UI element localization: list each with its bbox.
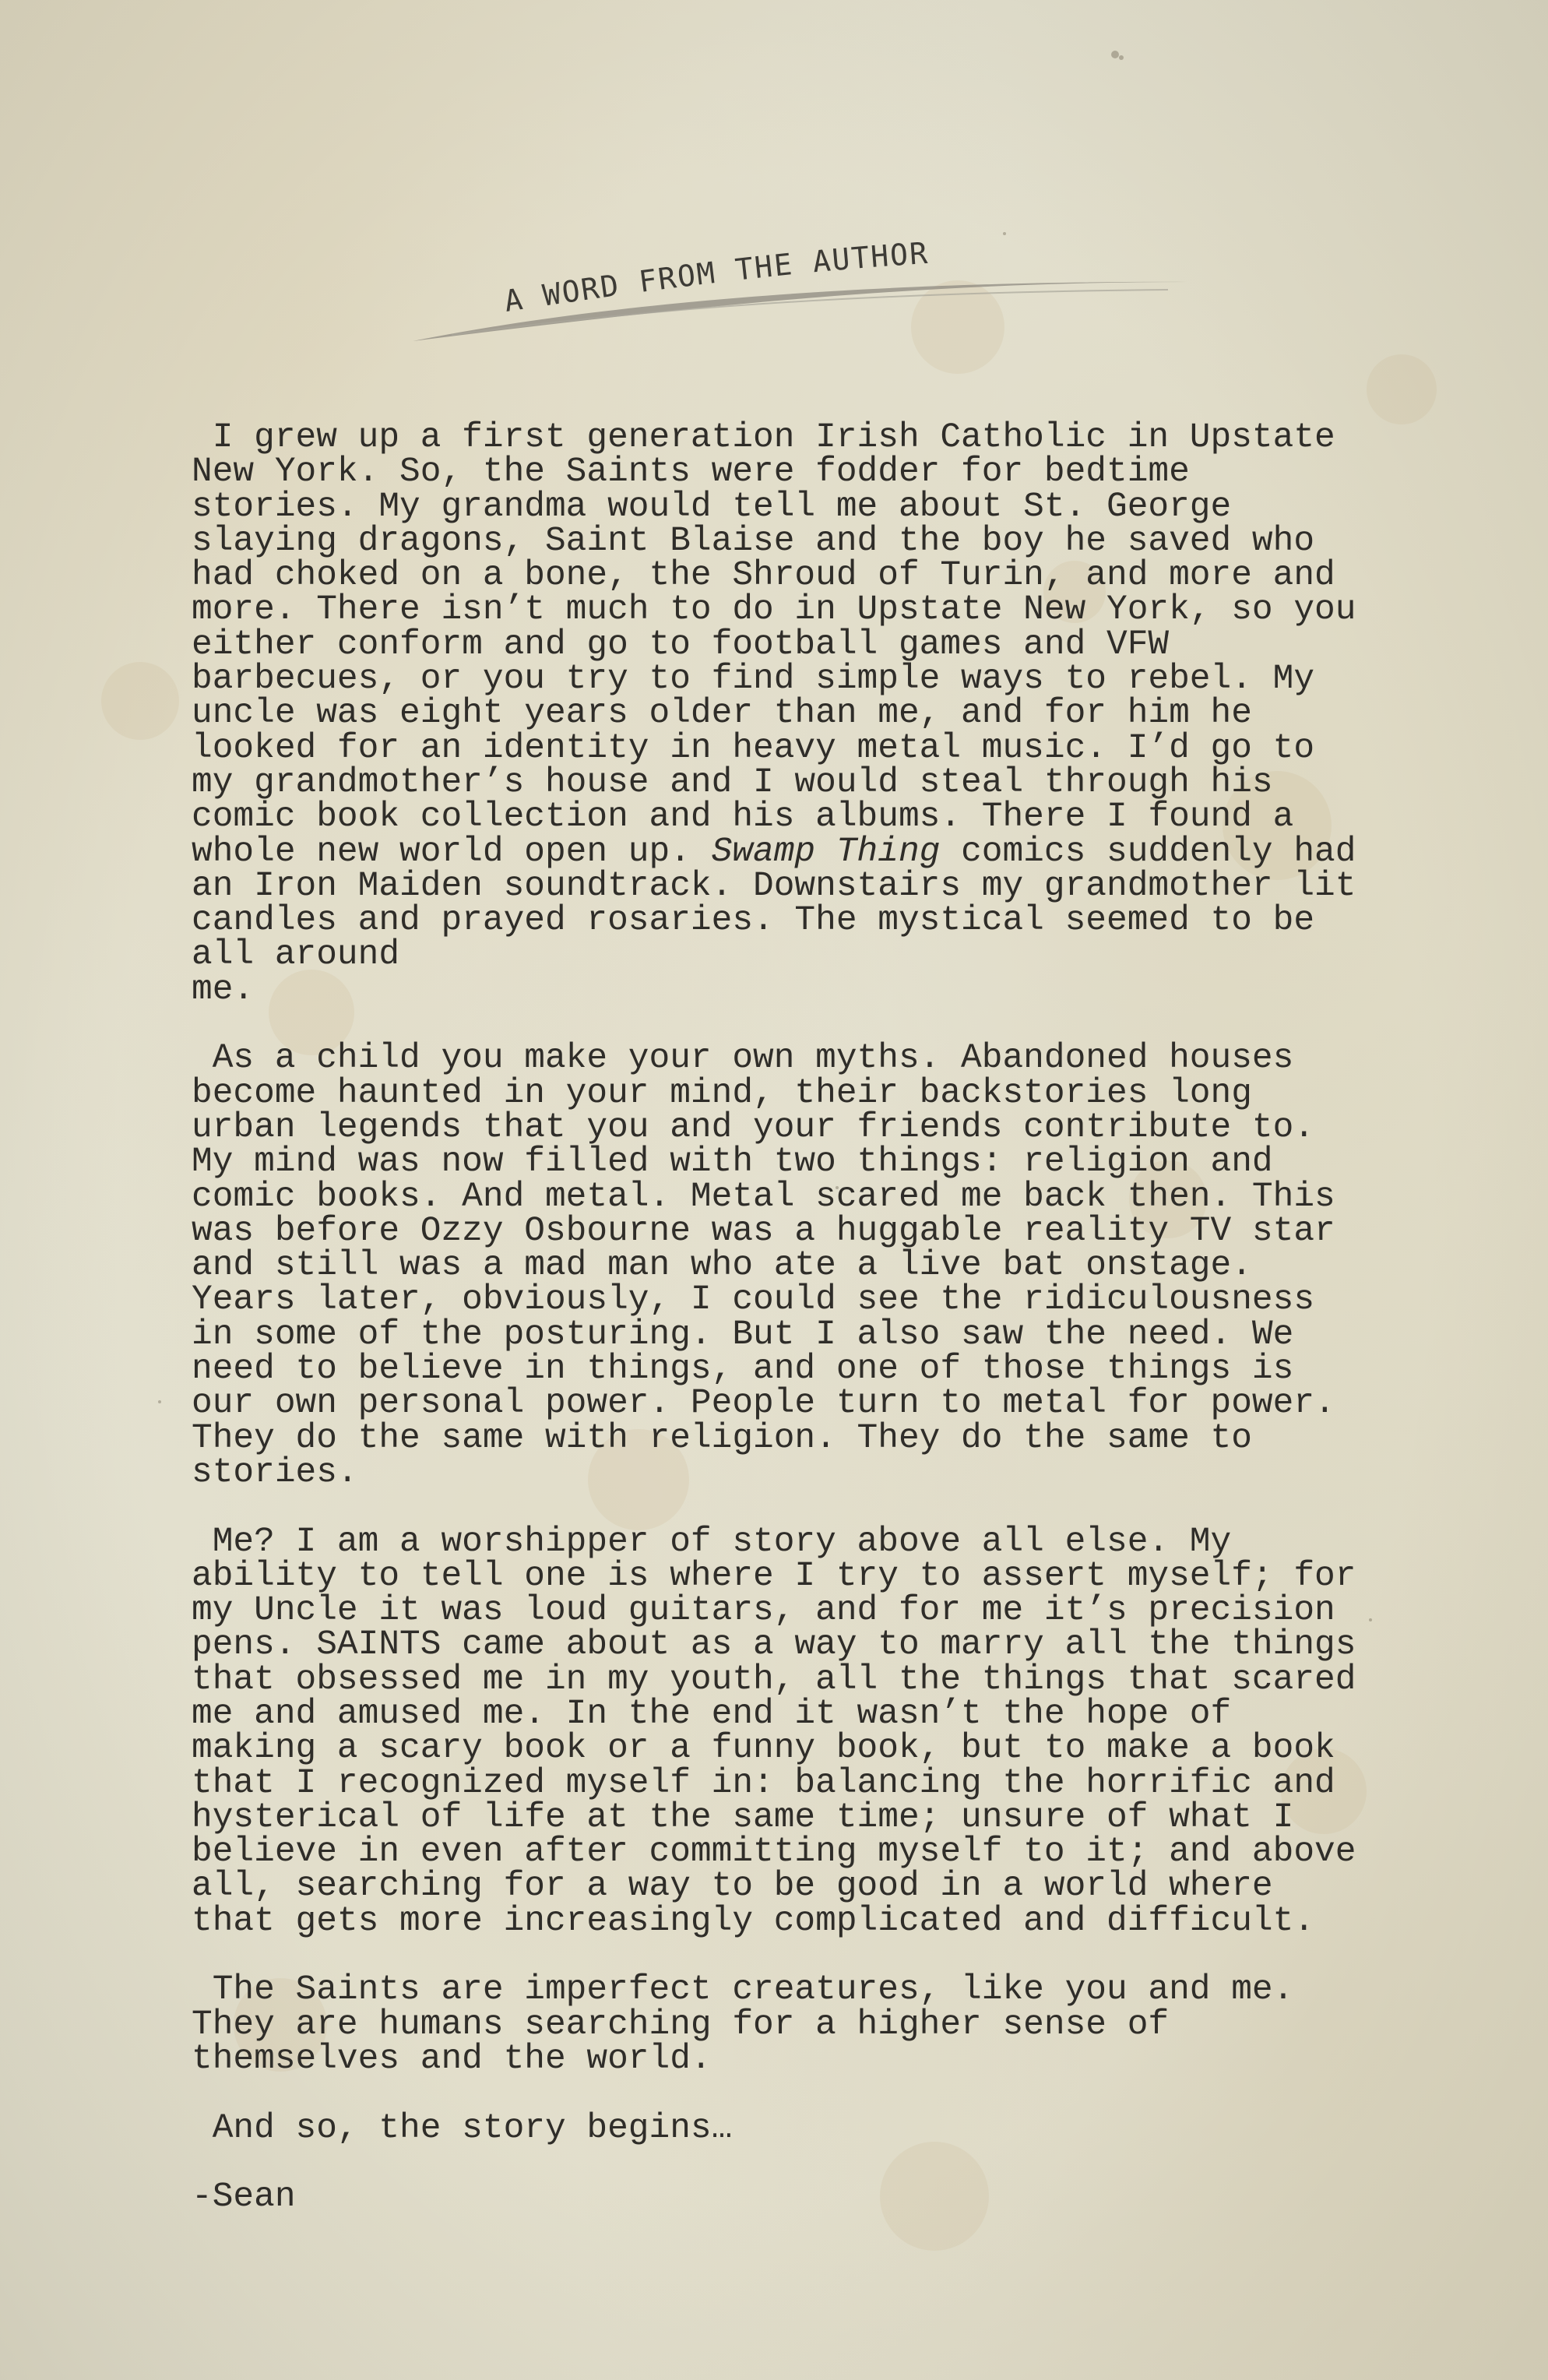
text-line: and still was a mad man who ate a live bat onstage. — [192, 1246, 1252, 1286]
text-line: urban legends that you and your friends contribute to. — [192, 1107, 1315, 1147]
text-line: an Iron Maiden soundtrack. Downstairs my grandmother lit — [192, 866, 1356, 906]
text-line: making a scary book or a funny book, but to make a book — [192, 1729, 1335, 1769]
text-line — [192, 832, 1406, 871]
text-line: My mind was now filled with two things: religion and — [192, 1142, 1273, 1182]
letter-paragraph — [192, 418, 1406, 1009]
text-segment: comics suddenly had — [940, 832, 1356, 871]
text-line: The Saints are imperfect creatures, like you and me. — [192, 1970, 1294, 2010]
text-line: become haunted in your mind, their backstories long — [192, 1073, 1252, 1113]
text-line: that obsessed me in my youth, all the things that scared — [192, 1660, 1356, 1699]
text-line: As a child you make your own myths. Abandoned houses — [192, 1039, 1294, 1079]
letter-paragraph — [192, 1522, 1406, 1941]
text-line: either conform and go to football games and VFW — [192, 625, 1170, 664]
letter-paragraph — [192, 2108, 1406, 2148]
text-line: more. There isn’t much to do in Upstate New York, so you — [192, 590, 1356, 630]
text-line: had choked on a bone, the Shroud of Turin, and more and — [192, 556, 1335, 596]
text-line: looked for an identity in heavy metal music. I’d go to — [192, 728, 1315, 768]
letter-paragraph — [192, 1970, 1406, 2079]
letter-paragraph — [192, 1041, 1406, 1490]
text-line: New York. So, the Saints were fodder for bedtime — [192, 452, 1190, 492]
text-line: our own personal power. People turn to metal for power. — [192, 1384, 1335, 1424]
text-line: They are humans searching for a higher sense of — [192, 2005, 1170, 2044]
text-line: stories. — [192, 1452, 358, 1492]
text-line: hysterical of life at the same time; unsure of what I — [192, 1797, 1294, 1837]
text-line: believe in even after committing myself to it; and above — [192, 1833, 1356, 1872]
text-segment: whole new world open up. — [192, 832, 712, 871]
text-line: was before Ozzy Osbourne was a huggable reality TV star — [192, 1211, 1335, 1251]
text-line: They do the same with religion. They do the same to — [192, 1418, 1252, 1458]
text-line: pens. SAINTS came about as a way to marry all the things — [192, 1625, 1356, 1665]
text-line: ability to tell one is where I try to assert myself; for — [192, 1556, 1356, 1596]
text-line: Years later, obviously, I could see the ridiculousness — [192, 1280, 1315, 1320]
book-title-italic: Swamp Thing — [711, 832, 941, 871]
text-line: themselves and the world. — [192, 2039, 712, 2079]
text-line: stories. My grandma would tell me about St. George — [192, 487, 1232, 526]
text-line: barbecues, or you try to find simple ways to rebel. My — [192, 660, 1315, 699]
text-line: me. — [192, 970, 255, 1009]
text-line: comic book collection and his albums. There I found a — [192, 797, 1294, 837]
text-line: uncle was eight years older than me, and for him he — [192, 694, 1252, 734]
text-line: my grandmother’s house and I would steal through his — [192, 762, 1273, 802]
text-line: candles and prayed rosaries. The mystical seemed to be — [192, 901, 1315, 941]
title-banner — [405, 218, 1199, 358]
letter-paragraph — [192, 2178, 1406, 2217]
title-swoosh — [405, 218, 1199, 358]
text-line: comic books. And metal. Metal scared me back then. This — [192, 1177, 1335, 1216]
page-title: A WORD FROM THE AUTHOR — [501, 235, 931, 319]
text-line: I grew up a first generation Irish Catholic in Upstate — [192, 418, 1335, 457]
text-line: in some of the posturing. But I also saw the need. We — [192, 1315, 1294, 1354]
text-line: -Sean — [192, 2178, 296, 2217]
text-line: slaying dragons, Saint Blaise and the boy he saved who — [192, 521, 1315, 561]
text-line: all around — [192, 935, 400, 975]
letter-body — [192, 418, 1406, 2249]
text-line: my Uncle it was loud guitars, and for me it’s precision — [192, 1591, 1335, 1631]
text-line: And so, the story begins… — [192, 2108, 733, 2148]
text-line: need to believe in things, and one of those things is — [192, 1350, 1294, 1389]
text-line: me and amused me. In the end it wasn’t the hope of — [192, 1694, 1232, 1734]
text-line: that gets more increasingly complicated and difficult. — [192, 1901, 1315, 1941]
text-line: that I recognized myself in: balancing the horrific and — [192, 1763, 1335, 1803]
text-line: all, searching for a way to be good in a world where — [192, 1867, 1273, 1906]
text-line: Me? I am a worshipper of story above all else. My — [192, 1522, 1232, 1561]
